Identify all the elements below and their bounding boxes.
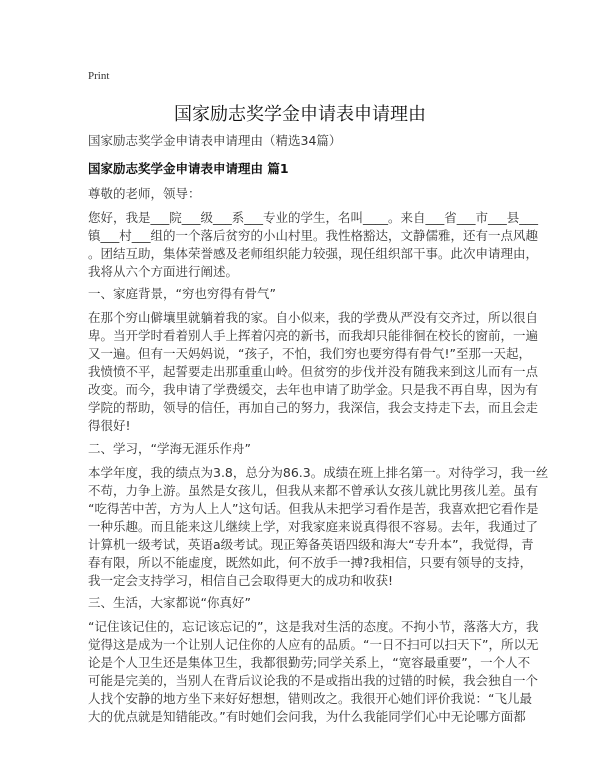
text-line: “记住该记住的，忘记该忘记的”，这是我对生活的态度。不拘小节，落落大方，我 (88, 619, 539, 634)
text-line: 卑。当开学时看着别人手上挥着闪亮的新书，而我却只能徘徊在校长的窗前，一遍 (88, 328, 539, 343)
text-line: 春有限，所以不能虚度，既然如此，何不放手一搏?我相信，只要有领导的支持， (88, 555, 533, 570)
text-line: 论是个人卫生还是集体卫生，我都很勤劳;同学关系上，“宽容最重要”，一个人不 (88, 655, 531, 670)
text-line: 不苟，力争上游。虽然是女孩儿，但我从来都不曾承认女孩儿就比男孩儿差。虽有 (88, 483, 539, 498)
text-line: 可能是完美的，当别人在背后议论我的不是或指出我的过错的时候，我会独自一个 (88, 673, 539, 688)
text-line: 得很好! (88, 418, 131, 433)
heading-life: 三、生活，大家都说“你真好” (88, 595, 251, 610)
text-line: 学院的帮助，领导的信任，再加自己的努力，我深信，我会支持走下去，而且会走 (88, 400, 539, 415)
text-line: 计算机一级考试，英语a级考试。现正筹备英语四级和海大“专升本”，我觉得，青 (88, 537, 534, 552)
text-line: 您好，我是___院___级___系___专业的学生，名叫____。来自___省___市___县___ (88, 210, 539, 225)
text-line: 在那个穷山僻壤里就躺着我的家。自小似来，我的学费从严没有交齐过，所以很自 (88, 310, 539, 325)
paragraph-study (88, 464, 548, 590)
text-line: 我一定会支持学习，相信自己会取得更大的成功和收获! (88, 573, 394, 588)
text-line: 一种乐趣。而且能来这儿继续上学，对我家庭来说真得很不容易。去年，我通过了 (88, 519, 539, 534)
text-line: 本学年度，我的绩点为3.8，总分为86.3。成绩在班上排名第一。对待学习，我一丝 (88, 465, 549, 480)
text-line: 镇___村___组的一个落后贫穷的小山村里。我性格豁达，文静儒雅，还有一点风趣 (88, 228, 539, 243)
text-line: 。团结互助，集体荣誉感及老师组织能力较强，现任组织部干事。此次申请理由， (88, 246, 539, 261)
paragraph-life (88, 618, 548, 726)
text-line: 又一遍。但有一天妈妈说，“孩子，不怕，我们穷也要穷得有骨气!”至那一天起， (88, 346, 531, 361)
document-title: 国家励志奖学金申请表申请理由 (174, 104, 426, 125)
heading-family-background: 一、家庭背景，“穷也穷得有骨气” (88, 286, 276, 301)
section-heading: 国家励志奖学金申请表申请理由 篇1 (88, 161, 289, 176)
text-line: 人找个安静的地方坐下来好好想想，错则改之。我很开心她们评价我说：“飞儿最 (88, 691, 532, 706)
text-line: 改变。而今，我申请了学费缓交，去年也申请了助学金。只是我不再自卑，因为有 (88, 382, 539, 397)
intro-paragraph (88, 209, 548, 281)
text-line: 我愤愤不平，起誓要走出那重重山岭。但贫穷的步伐并没有随我来到这儿而有一点 (88, 364, 539, 379)
paragraph-family-background (88, 309, 548, 435)
text-line: “吃得苦中苦，方为人上人”这句话。但我从未把学习看作是苦，我喜欢把它看作是 (88, 501, 539, 516)
document-subtitle: 国家励志奖学金申请表申请理由（精选34篇） (88, 133, 342, 148)
text-line: 觉得这是成为一个让别人记住你的人应有的品质。“一日不扫可以扫天下”，所以无 (88, 637, 539, 652)
print-label: Print (88, 70, 110, 82)
heading-study: 二、学习，“学海无涯乐作舟” (88, 441, 251, 456)
text-line: 大的优点就是知错能改。”有时她们会问我，为什么我能同学们心中无论哪方面都 (88, 709, 526, 724)
text-line: 我将从六个方面进行阐述。 (88, 264, 239, 279)
greeting: 尊敬的老师，领导： (88, 186, 201, 201)
